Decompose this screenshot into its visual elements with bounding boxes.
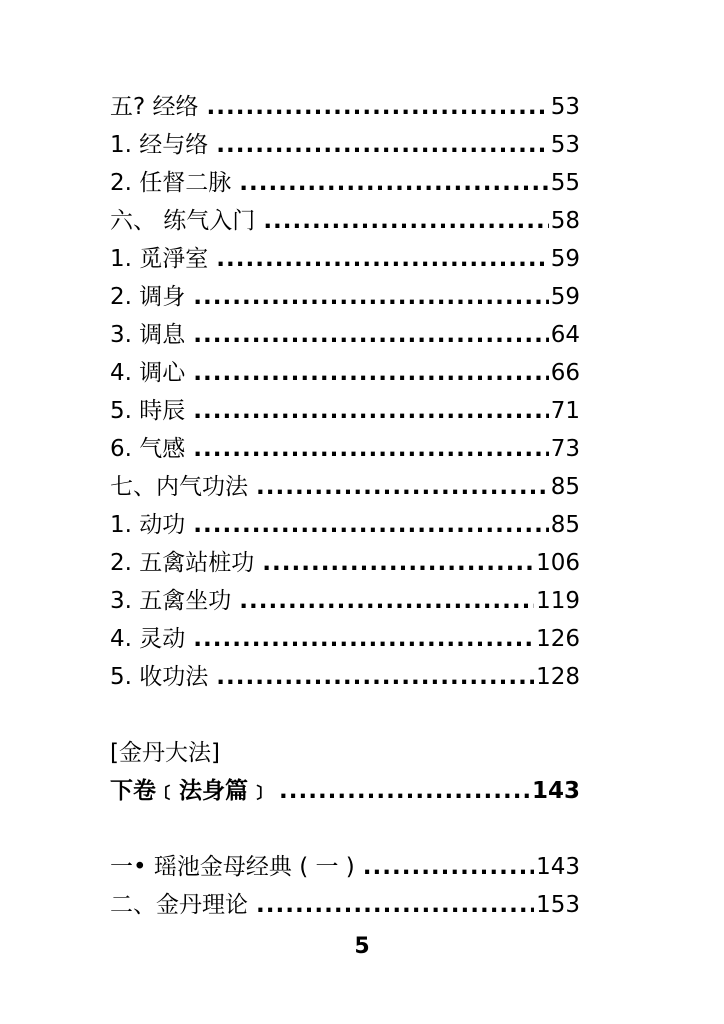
toc-entry-page: 153 [536,892,580,918]
dot-leader [207,88,549,126]
dot-leader [193,620,534,658]
dot-leader [193,316,548,354]
toc-entry[interactable] [110,88,580,126]
toc-entry-label: 六、 练气入门 [110,208,256,234]
toc-entry[interactable] [110,278,580,316]
toc-entry[interactable] [110,164,580,202]
toc-entry-label: 五? 经络 [110,94,199,120]
table-of-contents [110,88,580,924]
toc-entry-label: 七、内气功法 [110,474,248,500]
toc-entry[interactable] [110,506,580,544]
toc-entry[interactable] [110,392,580,430]
toc-entry[interactable] [110,544,580,582]
toc-entry-label: 一• 瑶池金母经典 ( 一 ) [110,854,355,880]
toc-entry-label: 4. 调心 [110,360,186,386]
toc-entry-label: 二、金丹理论 [110,892,248,918]
section-heading: [金丹大法] [110,740,220,766]
dot-leader [193,278,548,316]
toc-list-part-2 [110,848,580,924]
toc-entry-page: 59 [550,246,580,272]
page-number: 5 [354,934,370,959]
toc-entry[interactable] [110,620,580,658]
toc-entry-page: 126 [536,626,580,652]
spacer [110,696,580,734]
toc-entry-label: 1. 动功 [110,512,186,538]
toc-entry[interactable] [110,240,580,278]
toc-entry[interactable] [110,354,580,392]
dot-leader [239,582,534,620]
toc-entry[interactable] [110,126,580,164]
toc-entry-page: 53 [550,94,580,120]
toc-entry-page: 106 [536,550,580,576]
dot-leader [193,506,548,544]
toc-entry-page: 59 [550,284,580,310]
toc-entry-page: 128 [536,664,580,690]
toc-entry-page: 85 [550,512,580,538]
dot-leader [193,430,548,468]
toc-entry-label: 3. 调息 [110,322,186,348]
toc-entry-label: 4. 灵动 [110,626,186,652]
toc-entry[interactable] [110,430,580,468]
dot-leader [193,354,548,392]
toc-entry-page: 53 [550,132,580,158]
toc-entry-page: 143 [536,854,580,880]
toc-entry[interactable] [110,886,580,924]
toc-entry[interactable] [110,468,580,506]
dot-leader [256,886,534,924]
toc-entry-page: 66 [550,360,580,386]
toc-entry-page: 73 [550,436,580,462]
toc-entry-page: 64 [550,322,580,348]
dot-leader [193,392,548,430]
toc-entry-label: 2. 任督二脉 [110,170,232,196]
toc-list-part-1 [110,88,580,696]
toc-entry-volume[interactable] [110,772,580,810]
dot-leader [216,126,548,164]
dot-leader [279,772,530,810]
toc-entry[interactable] [110,582,580,620]
toc-entry-label: 2. 调身 [110,284,186,310]
toc-entry-page: 143 [531,778,580,804]
dot-leader [263,202,548,240]
toc-entry-label: 6. 气感 [110,436,186,462]
toc-entry-label: 1. 觅淨室 [110,246,209,272]
toc-entry-label: 下卷﹝法身篇﹞ [110,778,271,804]
dot-leader [239,164,548,202]
dot-leader [216,240,548,278]
toc-entry-label: 5. 時辰 [110,398,186,424]
toc-entry[interactable] [110,658,580,696]
toc-entry-page: 85 [550,474,580,500]
toc-entry[interactable] [110,202,580,240]
toc-entry[interactable] [110,848,580,886]
dot-leader [216,658,534,696]
spacer [110,810,580,848]
dot-leader [256,468,549,506]
toc-entry-label: 5. 收功法 [110,664,209,690]
dot-leader [363,848,534,886]
toc-entry-page: 71 [550,398,580,424]
toc-entry-page: 58 [550,208,580,234]
toc-entry-label: 2. 五禽站桩功 [110,550,255,576]
toc-entry[interactable] [110,316,580,354]
toc-entry-label: 3. 五禽坐功 [110,588,232,614]
toc-entry-page: 119 [536,588,580,614]
toc-entry-page: 55 [550,170,580,196]
dot-leader [262,544,534,582]
toc-entry-label: 1. 经与络 [110,132,209,158]
